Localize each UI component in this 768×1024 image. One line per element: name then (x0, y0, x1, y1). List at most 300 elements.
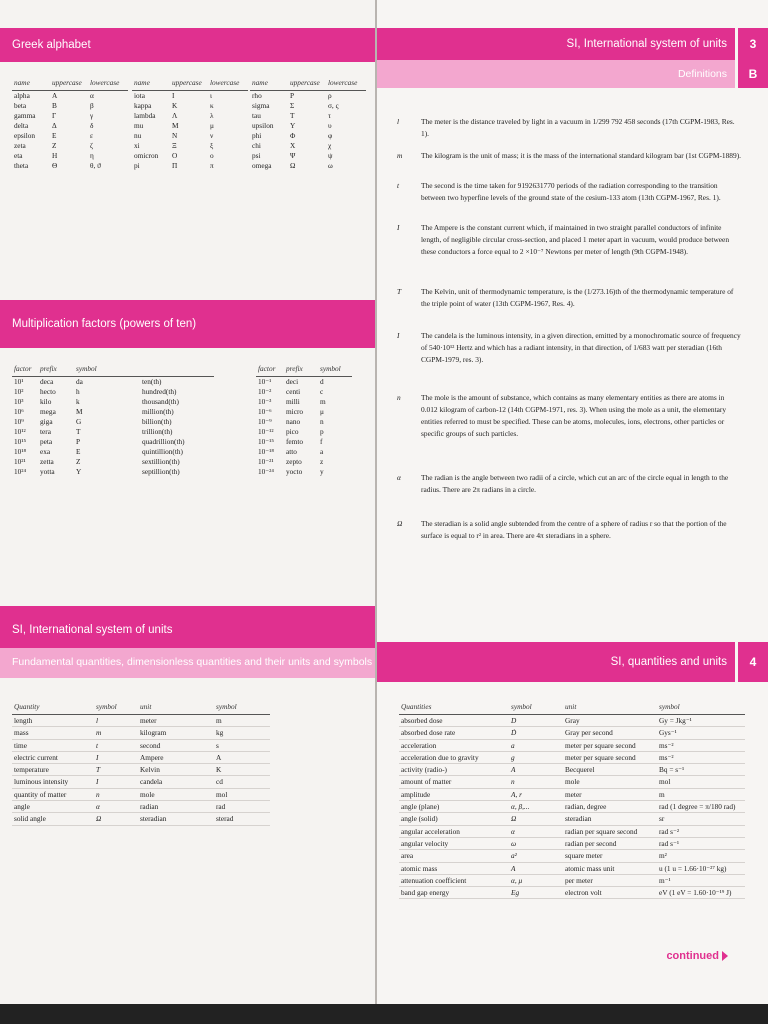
uppercase-letter: Σ (290, 101, 295, 111)
table-row (256, 457, 352, 467)
factor-name: billion(th) (142, 417, 172, 427)
quantity-name: activity (radio-) (399, 764, 509, 776)
factor: 10¹⁸ (14, 447, 27, 457)
uppercase-letter: Ο (172, 151, 178, 161)
table-row (399, 739, 745, 751)
definition-symbol: n (397, 393, 401, 402)
table-row (12, 437, 214, 447)
si-fundamental-header (0, 606, 375, 648)
letter-name: epsilon (14, 131, 36, 141)
factor: 10² (14, 387, 24, 397)
table-row (399, 825, 745, 837)
si-quantities-table (399, 700, 745, 899)
table-row (132, 101, 248, 111)
column-header: symbol (214, 700, 270, 715)
unit-name: kilogram (138, 727, 214, 739)
quantity-name: mass (12, 727, 94, 739)
unit-symbol: rad s⁻² (657, 825, 745, 837)
uppercase-letter: Ψ (290, 151, 296, 161)
prefix-symbol: y (320, 467, 324, 477)
quantity-name: length (12, 715, 94, 727)
definition-text: The Ampere is the constant current which, if maintained in two straight parallel conductors of infinite length, of negligible circular cross-section, and placed 1 meter apart in vacuum, would produce between these conductors a force equal to 2 ×10⁻⁷ Newtons per meter of length (9th CGPM-1948). (421, 223, 730, 256)
si-definitions-subtitle: Definitions (677, 68, 727, 80)
lowercase-letter: π (210, 161, 214, 171)
definition-item (397, 330, 742, 366)
prefix-symbol: T (76, 427, 81, 437)
prefix-symbol: h (76, 387, 80, 397)
prefix: hecto (40, 387, 56, 397)
lowercase-letter: μ (210, 121, 214, 131)
prefix: centi (286, 387, 301, 397)
prefix-symbol: c (320, 387, 324, 397)
quantity-symbol: A, r (509, 788, 563, 800)
table-row (12, 141, 128, 151)
left-page (0, 0, 375, 1004)
lowercase-letter: η (90, 151, 94, 161)
page-number: 3 (738, 28, 768, 60)
si-quantities-title: SI, quantities and units (610, 656, 727, 668)
quantity-symbol: n (509, 776, 563, 788)
column-header: unit (563, 700, 657, 715)
unit-name: candela (138, 776, 214, 788)
lowercase-letter: β (90, 101, 94, 111)
unit-symbol: s (214, 739, 270, 751)
letter-name: omega (252, 161, 272, 171)
prefix: yotta (40, 467, 55, 477)
quantity-symbol: I (94, 776, 138, 788)
quantity-name: angle (12, 801, 94, 813)
unit-name: radian per square second (563, 825, 657, 837)
quantity-symbol: T (94, 764, 138, 776)
prefix: exa (40, 447, 51, 457)
definition-symbol: I (397, 331, 400, 340)
lowercase-letter: δ (90, 121, 94, 131)
unit-name: per meter (563, 874, 657, 886)
column-header: symbol (657, 700, 745, 715)
table-row (256, 417, 352, 427)
factor: 10⁻⁶ (258, 407, 272, 417)
unit-name: meter (138, 715, 214, 727)
letter-name: upsilon (252, 121, 274, 131)
table-row (12, 447, 214, 457)
column-header: uppercase (170, 76, 208, 91)
table-row (399, 776, 745, 788)
lowercase-letter: τ (328, 111, 331, 121)
lowercase-letter: φ (328, 131, 333, 141)
lowercase-letter: ι (210, 91, 212, 101)
unit-symbol: mol (214, 788, 270, 800)
table-row (250, 141, 366, 151)
unit-name: Ampere (138, 751, 214, 763)
factor-name: septillion(th) (142, 467, 180, 477)
table-row (12, 407, 214, 417)
factor: 10¹ (14, 377, 24, 387)
uppercase-letter: Υ (290, 121, 296, 131)
column-header: symbol (94, 700, 138, 715)
prefix-symbol: Y (76, 467, 82, 477)
unit-symbol: eV (1 eV = 1.60·10⁻¹⁹ J) (657, 887, 745, 899)
prefix: deca (40, 377, 54, 387)
factor: 10⁹ (14, 417, 24, 427)
prefix-symbol: G (76, 417, 82, 427)
table-row (12, 377, 214, 388)
lowercase-letter: ο (210, 151, 214, 161)
table-row (132, 131, 248, 141)
prefix: zetta (40, 457, 54, 467)
letter-name: mu (134, 121, 144, 131)
quantity-name: acceleration due to gravity (399, 751, 509, 763)
greek-alphabet-title: Greek alphabet (12, 39, 91, 51)
quantity-symbol: A (509, 764, 563, 776)
unit-name: radian, degree (563, 801, 657, 813)
quantity-name: electric current (12, 751, 94, 763)
uppercase-letter: Ξ (172, 141, 177, 151)
factor: 10⁻⁹ (258, 417, 272, 427)
factor: 10²⁴ (14, 467, 27, 477)
multiplication-factors-large-table (12, 362, 214, 477)
lowercase-letter: σ, ς (328, 101, 339, 111)
definition-text: The steradian is a solid angle subtended from the centre of a sphere of radius r so that the portion of the surface is equal to r² in area. There are 4π steradians in a sphere. (421, 519, 727, 540)
definition-symbol: I (397, 223, 400, 232)
quantity-name: angle (plane) (399, 801, 509, 813)
uppercase-letter: Κ (172, 101, 178, 111)
table-row (132, 141, 248, 151)
quantity-symbol: α (509, 825, 563, 837)
table-row (250, 161, 366, 171)
table-row (256, 437, 352, 447)
si-fundamental-subheader (0, 648, 375, 678)
scanner-edge (0, 1004, 768, 1024)
quantity-symbol: m (94, 727, 138, 739)
definition-item (397, 222, 742, 258)
prefix-symbol: f (320, 437, 323, 447)
factor-name: thousand(th) (142, 397, 179, 407)
si-fundamental-title: SI, International system of units (12, 624, 173, 636)
definition-item (397, 392, 742, 440)
lowercase-letter: ψ (328, 151, 333, 161)
table-row (399, 862, 745, 874)
table-row (12, 101, 128, 111)
quantity-name: angular acceleration (399, 825, 509, 837)
unit-name: radian (138, 801, 214, 813)
unit-name: Gray per second (563, 727, 657, 739)
column-header: name (132, 76, 170, 91)
letter-name: lambda (134, 111, 156, 121)
unit-symbol: kg (214, 727, 270, 739)
column-header: symbol (74, 362, 140, 377)
unit-symbol: ms⁻² (657, 739, 745, 751)
quantity-symbol: D (509, 715, 563, 727)
unit-symbol: m² (657, 850, 745, 862)
lowercase-letter: ζ (90, 141, 94, 151)
unit-symbol: sterad (214, 813, 270, 825)
letter-name: tau (252, 111, 261, 121)
definition-symbol: t (397, 181, 400, 190)
unit-symbol: Gy = Jkg⁻¹ (657, 715, 745, 727)
prefix: kilo (40, 397, 52, 407)
quantity-symbol: A (509, 862, 563, 874)
quantity-symbol: a (509, 739, 563, 751)
table-row (132, 91, 248, 102)
lowercase-letter: θ, ϑ (90, 161, 101, 171)
definition-item (397, 180, 742, 204)
uppercase-letter: Η (52, 151, 58, 161)
prefix: mega (40, 407, 56, 417)
quantity-symbol: n (94, 788, 138, 800)
unit-symbol: m (657, 788, 745, 800)
factor: 10⁻¹⁵ (258, 437, 274, 447)
letter-name: omicron (134, 151, 159, 161)
table-row (12, 121, 128, 131)
column-header: unit (138, 700, 214, 715)
table-row (256, 397, 352, 407)
uppercase-letter: Φ (290, 131, 296, 141)
unit-symbol: sr (657, 813, 745, 825)
greek-alphabet-table (12, 76, 128, 171)
table-row (12, 813, 270, 825)
multiplication-factors-small-table (256, 362, 352, 477)
letter-name: zeta (14, 141, 26, 151)
si-definitions-title: SI, International system of units (566, 38, 727, 50)
unit-name: second (138, 739, 214, 751)
unit-name: mole (138, 788, 214, 800)
table-row (12, 788, 270, 800)
letter-name: phi (252, 131, 262, 141)
lowercase-letter: κ (210, 101, 214, 111)
table-row (256, 377, 352, 388)
table-row (256, 407, 352, 417)
table-row (250, 131, 366, 141)
quantity-name: atomic mass (399, 862, 509, 874)
definition-text: The mole is the amount of substance, which contains as many elementary entities as there are atoms in 0.012 kilogram of carbon-12 (14th CGPM-1971, res. 3). When using the mole as a unit, the elementary entities referred to must be specified. These can be atoms, molecules, ions, electrons, other particles or specific groups of such particles. (421, 393, 727, 438)
si-fundamental-table (12, 700, 270, 826)
lowercase-letter: χ (328, 141, 332, 151)
prefix-symbol: da (76, 377, 83, 387)
table-row (399, 874, 745, 886)
column-header: factor (256, 362, 284, 377)
unit-symbol: m (214, 715, 270, 727)
quantity-name: absorbed dose rate (399, 727, 509, 739)
definition-item (397, 518, 742, 542)
quantity-name: amplitude (399, 788, 509, 800)
definition-symbol: T (397, 287, 402, 296)
prefix: giga (40, 417, 53, 427)
prefix: yocto (286, 467, 303, 477)
definition-text: The meter is the distance traveled by light in a vacuum in 1/299 792 458 seconds (17th CGPM-1983, Res. 1). (421, 117, 735, 138)
factor-name: quadrillion(th) (142, 437, 185, 447)
column-header: uppercase (50, 76, 88, 91)
si-definitions-subheader (377, 60, 735, 88)
table-row (12, 801, 270, 813)
factor-name: sextillion(th) (142, 457, 180, 467)
letter-name: delta (14, 121, 29, 131)
column-header: uppercase (288, 76, 326, 91)
continued-link[interactable] (666, 950, 728, 962)
table-row (12, 727, 270, 739)
factor: 10⁻²⁴ (258, 467, 274, 477)
quantity-name: amount of matter (399, 776, 509, 788)
uppercase-letter: Β (52, 101, 57, 111)
factor-name: hundred(th) (142, 387, 177, 397)
table-row (12, 161, 128, 171)
definition-symbol: α (397, 473, 401, 482)
lowercase-letter: γ (90, 111, 94, 121)
quantity-name: area (399, 850, 509, 862)
quantity-symbol: Ω (94, 813, 138, 825)
letter-name: psi (252, 151, 261, 161)
letter-name: chi (252, 141, 261, 151)
prefix: milli (286, 397, 300, 407)
prefix-symbol: E (76, 447, 81, 457)
factor: 10⁻¹⁸ (258, 447, 274, 457)
table-row (250, 111, 366, 121)
column-header: name (12, 76, 50, 91)
table-row (12, 151, 128, 161)
letter-name: rho (252, 91, 262, 101)
letter-name: gamma (14, 111, 36, 121)
column-header: prefix (284, 362, 318, 377)
unit-name: meter (563, 788, 657, 800)
multiplication-factors-header (0, 300, 375, 348)
factor: 10⁻¹² (258, 427, 274, 437)
table-row (250, 121, 366, 131)
table-row (12, 387, 214, 397)
quantity-symbol: I (94, 751, 138, 763)
factor: 10¹² (14, 427, 26, 437)
uppercase-letter: Ν (172, 131, 178, 141)
letter-name: xi (134, 141, 140, 151)
factor-name: million(th) (142, 407, 174, 417)
prefix-symbol: z (320, 457, 324, 467)
si-fundamental-subtitle: Fundamental quantities, dimensionless quantities and their units and symbols (12, 656, 373, 668)
continued-label: continued (666, 950, 719, 962)
table-row (250, 101, 366, 111)
column-header: lowercase (326, 76, 366, 91)
column-header: Quantity (12, 700, 94, 715)
table-row (256, 467, 352, 477)
factor: 10⁶ (14, 407, 24, 417)
quantity-name: acceleration (399, 739, 509, 751)
table-row (12, 739, 270, 751)
column-header: prefix (38, 362, 74, 377)
quantity-symbol: Ḋ (509, 727, 563, 739)
table-row (399, 887, 745, 899)
greek-alphabet-header (0, 28, 375, 62)
uppercase-letter: Π (172, 161, 178, 171)
lowercase-letter: ρ (328, 91, 332, 101)
unit-name: radian per second (563, 837, 657, 849)
prefix-symbol: d (320, 377, 324, 387)
table-row (12, 764, 270, 776)
table-row (12, 397, 214, 407)
column-header: lowercase (208, 76, 248, 91)
factor: 10⁻¹ (258, 377, 272, 387)
prefix-symbol: n (320, 417, 324, 427)
lowercase-letter: ξ (210, 141, 214, 151)
quantity-symbol: t (94, 739, 138, 751)
prefix-symbol: m (320, 397, 326, 407)
table-row (399, 764, 745, 776)
quantity-name: absorbed dose (399, 715, 509, 727)
prefix: atto (286, 447, 297, 457)
table-row (399, 751, 745, 763)
letter-name: kappa (134, 101, 152, 111)
multiplication-factors-title: Multiplication factors (powers of ten) (12, 318, 197, 330)
uppercase-letter: Γ (52, 111, 57, 121)
unit-name: steradian (563, 813, 657, 825)
uppercase-letter: Ε (52, 131, 57, 141)
quantity-name: attenuation coefficient (399, 874, 509, 886)
letter-name: alpha (14, 91, 30, 101)
unit-symbol: Bq = s⁻¹ (657, 764, 745, 776)
quantity-name: luminous intensity (12, 776, 94, 788)
letter-name: iota (134, 91, 145, 101)
factor: 10⁻² (258, 387, 272, 397)
factor: 10³ (14, 397, 24, 407)
letter-name: nu (134, 131, 142, 141)
column-header: name (250, 76, 288, 91)
arrow-right-icon (722, 951, 728, 961)
uppercase-letter: Λ (172, 111, 178, 121)
table-row (256, 447, 352, 457)
table-row (250, 151, 366, 161)
definition-text: The radian is the angle between two radii of a circle, which cut an arc of the circle equal in length to the radius. There are 2π radians in a circle. (421, 473, 729, 494)
unit-name: steradian (138, 813, 214, 825)
unit-name: meter per square second (563, 739, 657, 751)
prefix-symbol: P (76, 437, 81, 447)
page-number: 4 (738, 642, 768, 682)
table-row (399, 788, 745, 800)
lowercase-letter: ε (90, 131, 94, 141)
column-header: symbol (318, 362, 352, 377)
table-row (12, 111, 128, 121)
unit-name: Gray (563, 715, 657, 727)
table-row (12, 751, 270, 763)
factor-name: trillion(th) (142, 427, 173, 437)
table-row (12, 417, 214, 427)
quantity-symbol: Eg (509, 887, 563, 899)
letter-name: theta (14, 161, 29, 171)
unit-name: meter per square second (563, 751, 657, 763)
unit-symbol: A (214, 751, 270, 763)
quantity-symbol: α, μ (509, 874, 563, 886)
table-row (132, 151, 248, 161)
prefix: pico (286, 427, 299, 437)
letter-name: pi (134, 161, 140, 171)
uppercase-letter: Δ (52, 121, 57, 131)
prefix-symbol: k (76, 397, 80, 407)
greek-alphabet-table (132, 76, 248, 171)
quantity-name: quantity of matter (12, 788, 94, 800)
definition-symbol: l (397, 117, 400, 126)
prefix-symbol: M (76, 407, 83, 417)
definition-text: The second is the time taken for 9192631770 periods of the radiation corresponding to the transition between two hyperfine levels of the ground state of the cesium-133 atom (13th CGPM-1967, Res. 1). (421, 181, 721, 202)
factor-name: quintillion(th) (142, 447, 183, 457)
factor-name: ten(th) (142, 377, 162, 387)
quantity-name: angular velocity (399, 837, 509, 849)
column-header: Quantities (399, 700, 509, 715)
unit-symbol: K (214, 764, 270, 776)
prefix: femto (286, 437, 304, 447)
quantity-symbol: ω (509, 837, 563, 849)
uppercase-letter: Θ (52, 161, 58, 171)
unit-symbol: rad s⁻¹ (657, 837, 745, 849)
lowercase-letter: υ (328, 121, 332, 131)
section-letter: B (738, 60, 768, 88)
prefix: tera (40, 427, 51, 437)
quantity-symbol: α (94, 801, 138, 813)
quantity-name: temperature (12, 764, 94, 776)
